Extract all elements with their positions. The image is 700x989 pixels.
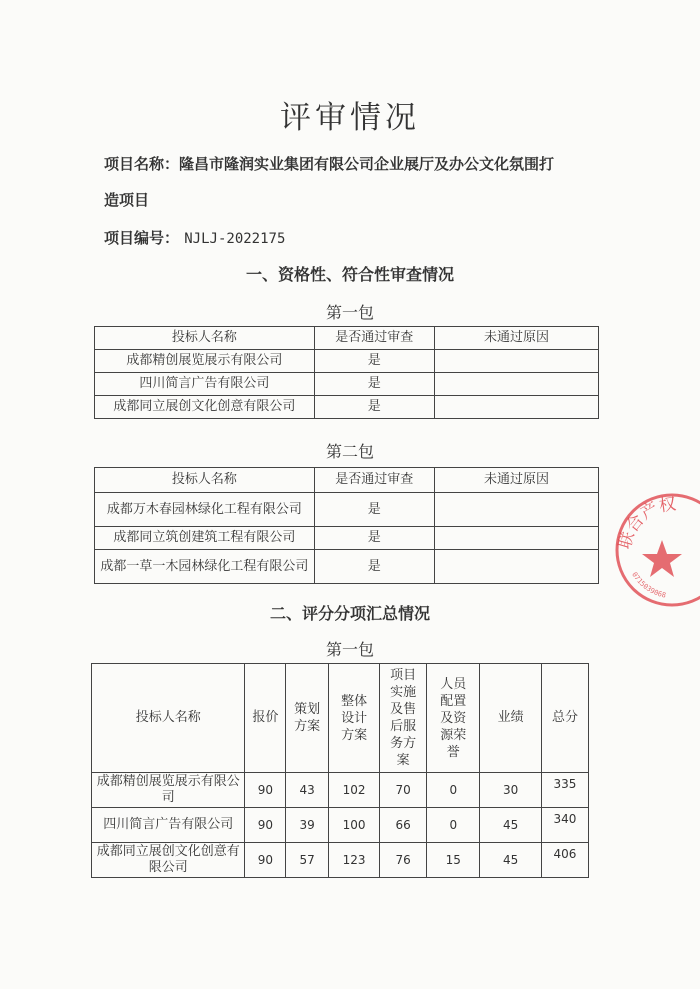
project-code-line <box>104 227 285 248</box>
design-score: 123 <box>329 843 380 878</box>
plan-score: 43 <box>286 773 329 808</box>
table-header-row <box>95 468 599 493</box>
header-service <box>380 664 427 773</box>
reason-value <box>434 550 598 584</box>
performance-score: 30 <box>480 773 542 808</box>
header-total <box>541 664 588 773</box>
header-pass: 是否通过审查 <box>314 327 434 350</box>
section1-pkg1-label: 第一包 <box>325 303 374 322</box>
bidder-name: 四川简言广告有限公司 <box>92 808 245 843</box>
header-bidder <box>92 664 245 773</box>
section2-pkg1-label: 第一包 <box>325 640 374 659</box>
service-score: 66 <box>380 808 427 843</box>
seal-number-path: 0715039068 <box>630 570 667 600</box>
header-staff <box>427 664 480 773</box>
staff-score: 0 <box>427 773 480 808</box>
staff-score: 0 <box>427 808 480 843</box>
price-score: 90 <box>245 808 286 843</box>
header-staff-text: 人员配置及资源荣誉 <box>440 676 467 760</box>
reason-value <box>434 527 598 550</box>
service-score: 76 <box>380 843 427 878</box>
project-code-label: 项目编号： <box>104 229 180 247</box>
project-name-label: 项目名称： <box>104 155 180 173</box>
seal-star-icon <box>642 540 682 577</box>
table-row <box>92 773 589 808</box>
design-score: 102 <box>329 773 380 808</box>
header-design-text: 整体设计方案 <box>341 693 368 743</box>
bidder-name: 成都同立筑创建筑工程有限公司 <box>95 527 315 550</box>
header-bidder-text: 投标人名称 <box>135 710 201 725</box>
plan-score: 39 <box>286 808 329 843</box>
header-price <box>245 664 286 773</box>
table-row <box>95 550 599 584</box>
official-seal-stamp <box>610 488 700 608</box>
price-score: 90 <box>245 843 286 878</box>
page-title: 评审情况 <box>280 100 420 136</box>
performance-score: 45 <box>480 843 542 878</box>
pass-value: 是 <box>314 550 434 584</box>
bidder-name: 成都同立展创文化创意有限公司 <box>92 843 245 878</box>
table-row <box>95 396 599 419</box>
reason-value <box>434 350 598 373</box>
table-row <box>92 808 589 843</box>
table-row <box>95 527 599 550</box>
score-table-pkg1 <box>91 663 589 878</box>
design-score: 100 <box>329 808 380 843</box>
seal-text-path: 联合产权 <box>614 494 678 552</box>
table-header-row <box>92 664 589 773</box>
reason-value <box>434 493 598 527</box>
header-bidder: 投标人名称 <box>95 327 315 350</box>
bidder-name: 成都精创展览展示有限公司 <box>95 350 315 373</box>
bidder-name: 成都万木春园林绿化工程有限公司 <box>95 493 315 527</box>
bidder-name: 成都精创展览展示有限公司 <box>92 773 245 808</box>
header-plan <box>286 664 329 773</box>
header-performance-text: 业绩 <box>497 710 524 725</box>
header-price-text: 报价 <box>252 710 279 725</box>
total-score: 406 <box>541 843 588 878</box>
table-row <box>95 350 599 373</box>
pass-value: 是 <box>314 493 434 527</box>
price-score: 90 <box>245 773 286 808</box>
table-header-row <box>95 327 599 350</box>
header-design <box>329 664 380 773</box>
table-row <box>95 493 599 527</box>
service-score: 70 <box>380 773 427 808</box>
project-name-line1 <box>104 153 554 174</box>
pass-value: 是 <box>314 527 434 550</box>
bidder-name: 成都同立展创文化创意有限公司 <box>95 396 315 419</box>
header-plan-text: 策划方案 <box>294 702 321 734</box>
qualification-table-pkg1 <box>94 326 599 419</box>
section2-heading: 二、评分分项汇总情况 <box>269 604 430 623</box>
table-row <box>92 843 589 878</box>
project-name-line2: 造项目 <box>104 191 150 209</box>
total-score: 340 <box>541 808 588 843</box>
pass-value: 是 <box>314 350 434 373</box>
bidder-name: 成都一草一木园林绿化工程有限公司 <box>95 550 315 584</box>
header-reason: 未通过原因 <box>434 468 598 493</box>
header-service-text: 项目实施及售后服务方案 <box>390 668 417 768</box>
section1-pkg2-label: 第二包 <box>325 442 374 461</box>
table-row <box>95 373 599 396</box>
project-code-value: NJLJ-2022175 <box>184 231 286 247</box>
reason-value <box>434 373 598 396</box>
staff-score: 15 <box>427 843 480 878</box>
pass-value: 是 <box>314 396 434 419</box>
header-performance <box>480 664 542 773</box>
header-reason: 未通过原因 <box>434 327 598 350</box>
project-name-value: 隆昌市隆润实业集团有限公司企业展厅及办公文化氛围打 <box>179 155 555 173</box>
header-pass: 是否通过审查 <box>314 468 434 493</box>
performance-score: 45 <box>480 808 542 843</box>
total-score: 335 <box>541 773 588 808</box>
reason-value <box>434 396 598 419</box>
header-total-text: 总分 <box>551 710 578 725</box>
plan-score: 57 <box>286 843 329 878</box>
bidder-name: 四川简言广告有限公司 <box>95 373 315 396</box>
section1-heading: 一、资格性、符合性审查情况 <box>245 265 454 284</box>
seal-number <box>630 571 666 600</box>
seal-text <box>615 494 677 551</box>
header-bidder: 投标人名称 <box>95 468 315 493</box>
qualification-table-pkg2 <box>94 467 599 584</box>
pass-value: 是 <box>314 373 434 396</box>
